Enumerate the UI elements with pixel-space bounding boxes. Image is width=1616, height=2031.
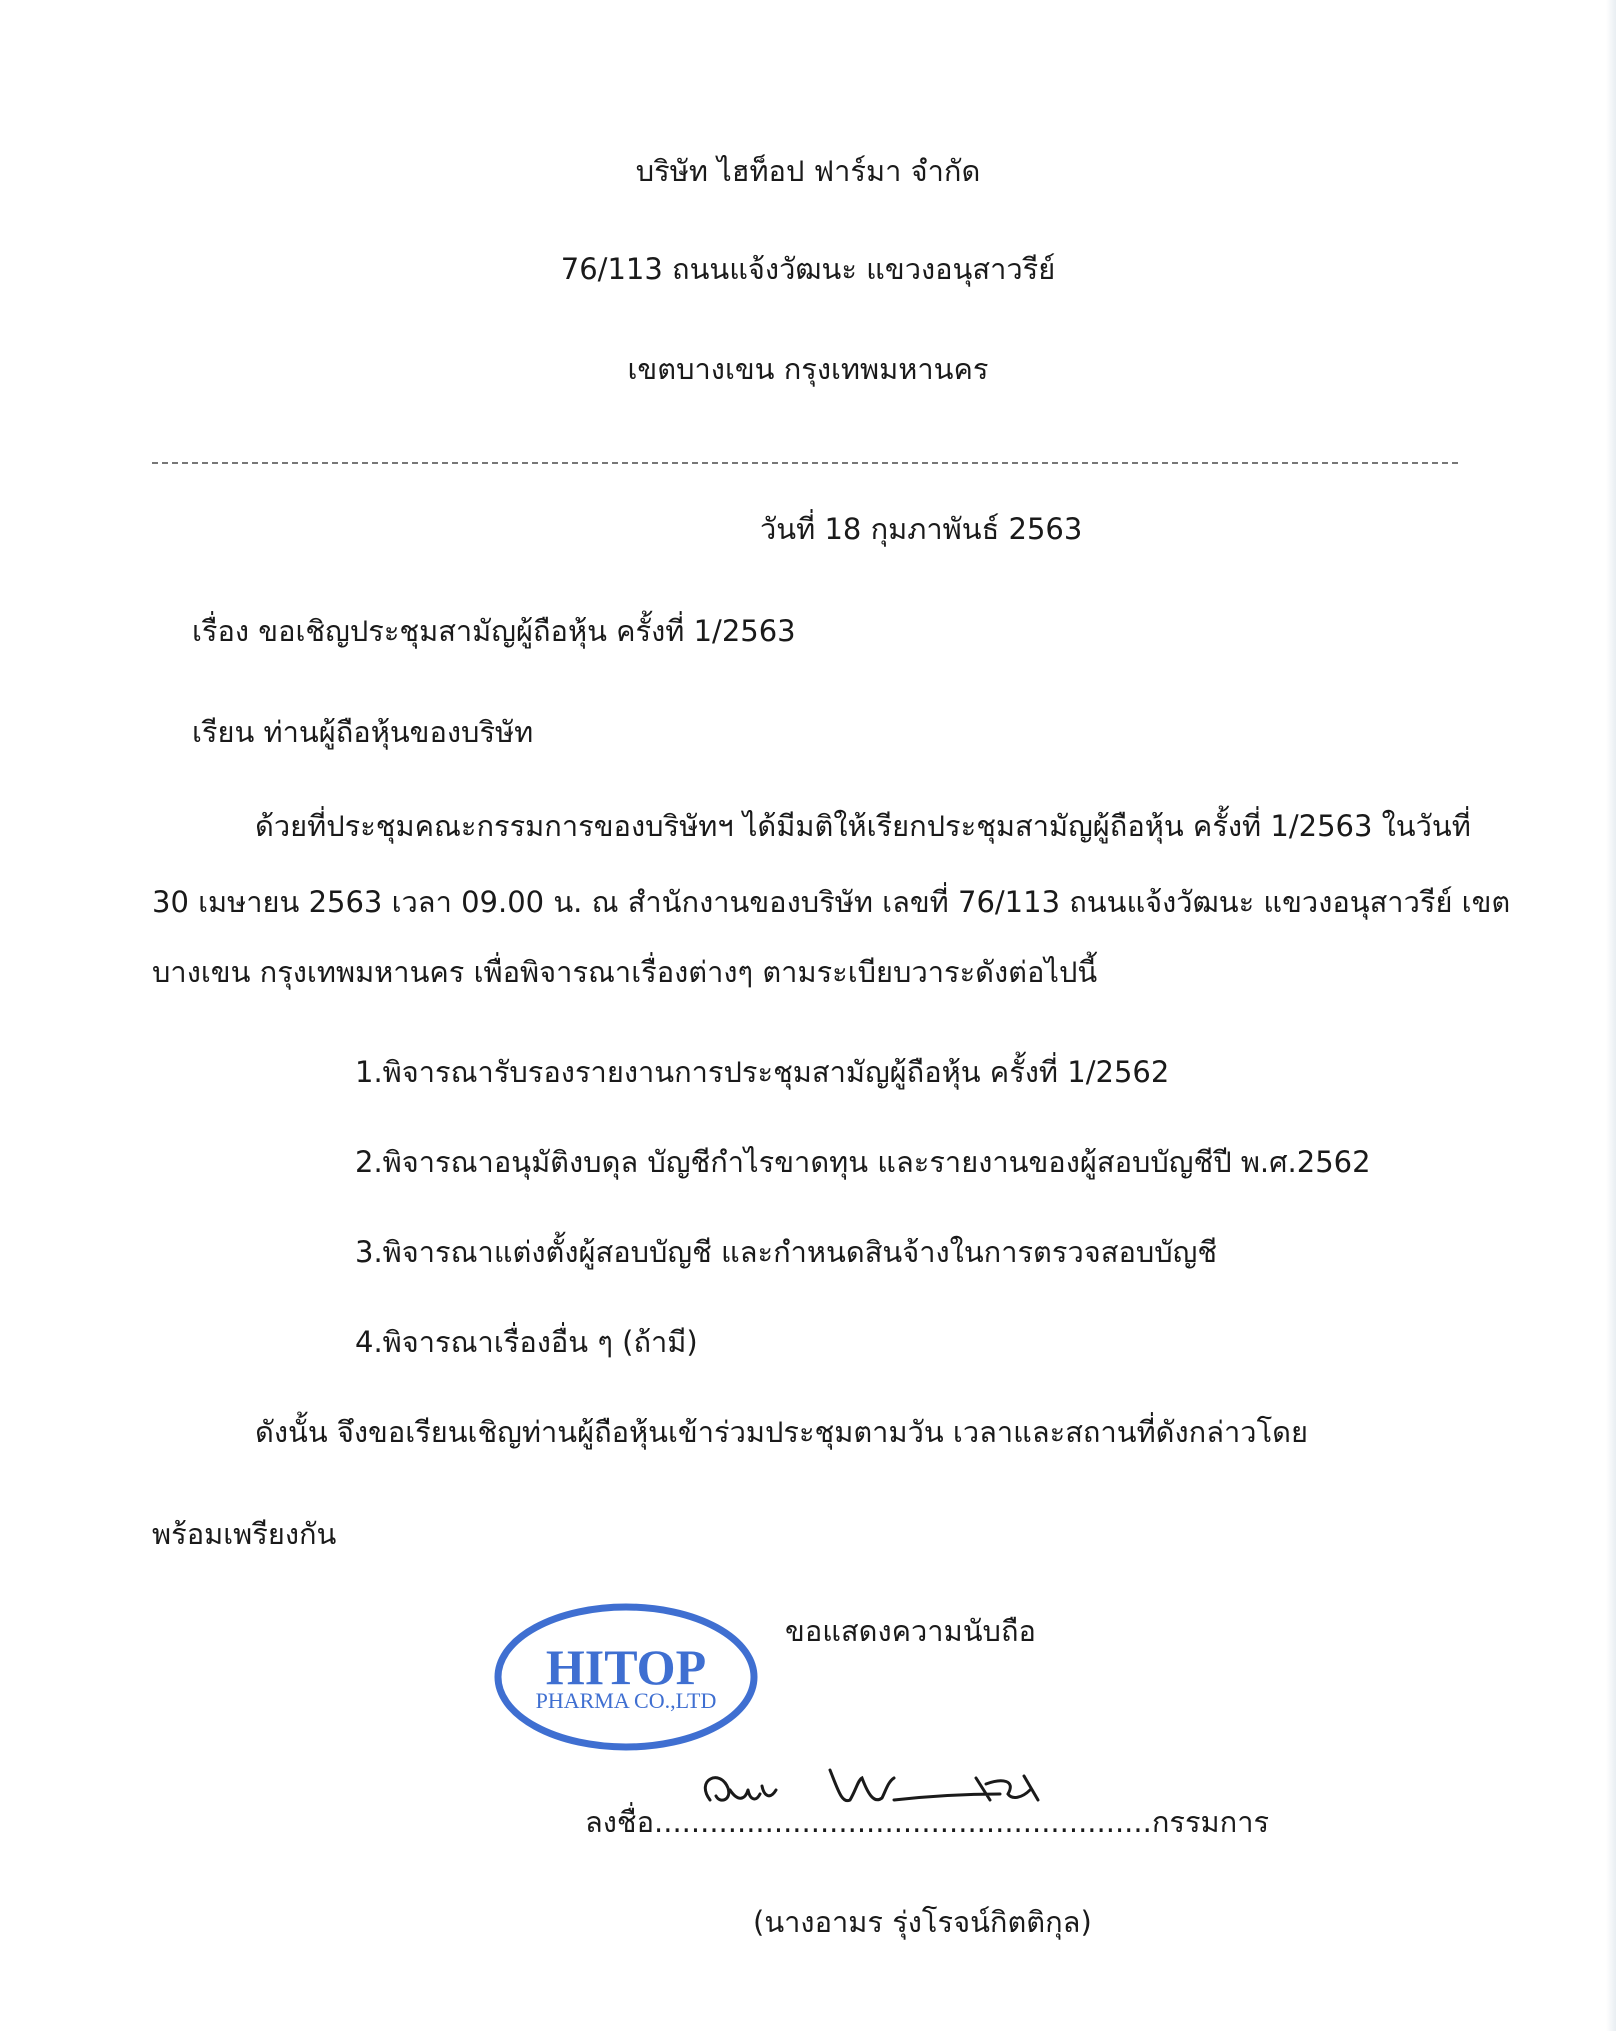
company-name: บริษัท ไฮท็อป ฟาร์มา จำกัด bbox=[635, 154, 981, 188]
address-line-2: เขตบางเขน กรุงเทพมหานคร bbox=[627, 352, 989, 386]
agenda-item-2: 2.พิจารณาอนุมัติงบดุล บัญชีกำไรขาดทุน และรายงานของผู้สอบบัญชีปี พ.ศ.2562 bbox=[355, 1145, 1371, 1179]
closing-line-1: ดังนั้น จึงขอเรียนเชิญท่านผู้ถือหุ้นเข้าร่วมประชุมตามวัน เวลาและสถานที่ดังกล่าวโดย bbox=[255, 1415, 1308, 1449]
agenda-item-4: 4.พิจารณาเรื่องอื่น ๆ (ถ้ามี) bbox=[355, 1325, 698, 1359]
signatory-name: (นางอามร รุ่งโรจน์กิตติกุล) bbox=[753, 1905, 1092, 1939]
stamp-text-main: HITOP bbox=[545, 1639, 707, 1695]
signature-line: ลงชื่อ......................................................กรรมการ bbox=[585, 1805, 1270, 1839]
body-line-1: ด้วยที่ประชุมคณะกรรมการของบริษัทฯ ได้มีมติให้เรียกประชุมสามัญผู้ถือหุ้น ครั้งที่ 1/2563 ในวันที่ bbox=[255, 809, 1471, 843]
body-line-3: บางเขน กรุงเทพมหานคร เพื่อพิจารณาเรื่องต่างๆ ตามระเบียบวาระดังต่อไปนี้ bbox=[152, 955, 1098, 989]
address-line-1: 76/113 ถนนแจ้งวัฒนะ แขวงอนุสาวรีย์ bbox=[560, 252, 1056, 286]
agenda-item-1: 1.พิจารณารับรองรายงานการประชุมสามัญผู้ถือหุ้น ครั้งที่ 1/2562 bbox=[355, 1055, 1170, 1089]
letter-date: วันที่ 18 กุมภาพันธ์ 2563 bbox=[760, 512, 1083, 546]
subject-line: เรื่อง ขอเชิญประชุมสามัญผู้ถือหุ้น ครั้งที่ 1/2563 bbox=[192, 614, 796, 648]
stamp-text-sub: PHARMA CO.,LTD bbox=[535, 1688, 717, 1713]
page-edge-shadow bbox=[1606, 0, 1616, 2031]
body-line-2: 30 เมษายน 2563 เวลา 09.00 น. ณ สำนักงานของบริษัท เลขที่ 76/113 ถนนแจ้งวัฒนะ แขวงอนุสาวรีย์ เขต bbox=[152, 885, 1511, 919]
regards: ขอแสดงความนับถือ bbox=[785, 1614, 1036, 1648]
company-stamp bbox=[488, 1598, 764, 1756]
header-divider bbox=[152, 462, 1458, 464]
closing-line-2: พร้อมเพรียงกัน bbox=[152, 1517, 337, 1551]
agenda-item-3: 3.พิจารณาแต่งตั้งผู้สอบบัญชี และกำหนดสินจ้างในการตรวจสอบบัญชี bbox=[355, 1235, 1218, 1269]
salutation: เรียน ท่านผู้ถือหุ้นของบริษัท bbox=[192, 715, 534, 749]
